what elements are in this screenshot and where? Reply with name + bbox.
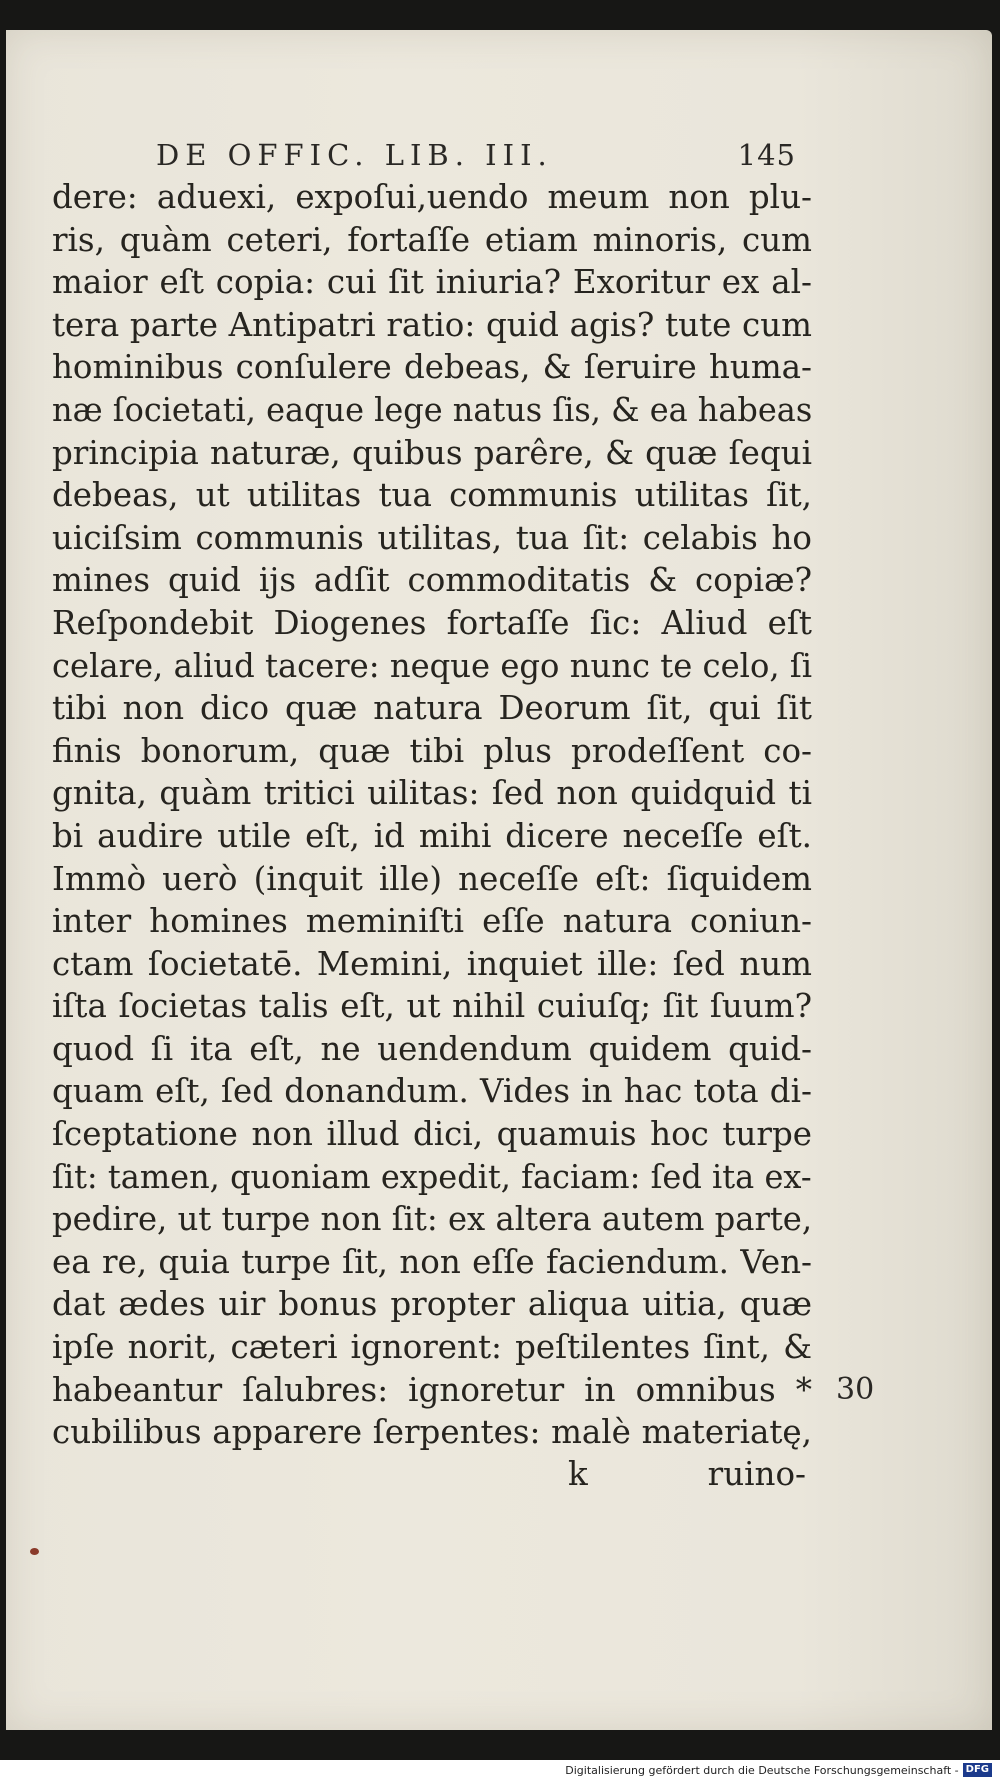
text-line: quam eſt, ſed donandum. Vides in hac tota di- xyxy=(52,1072,812,1111)
text-line: inter homines meminiſti eſſe natura coniun- xyxy=(52,902,812,941)
body-text xyxy=(52,176,812,1454)
text-line: cubilibus apparere ſerpentes: malè materiatę, xyxy=(52,1413,812,1452)
text-line: habeantur ſalubres: ignoretur in omnibus * xyxy=(52,1370,812,1409)
funding-credit: Digitalisierung gefördert durch die Deutsche Forschungsgemeinschaft - xyxy=(565,1763,959,1777)
text-line: gnita, quàm tritici uilitas: ſed non quidquid ti xyxy=(52,774,812,813)
text-line: ſceptatione non illud dici, quamuis hoc turpe xyxy=(52,1115,812,1154)
text-line: ris, quàm ceteri, fortaſſe etiam minoris, cum xyxy=(52,220,812,259)
dfg-logo-icon[interactable]: DFG xyxy=(963,1763,992,1777)
text-line: Immò uerò (inquit ille) neceſſe eſt: ſiquidem xyxy=(52,859,812,898)
text-line: iſta ſocietas talis eſt, ut nihil cuiuſq; ſit ſuum? xyxy=(52,987,812,1026)
page-footer xyxy=(52,1455,812,1497)
text-line: ſit: tamen, quoniam expedit, faciam: ſed ita ex- xyxy=(52,1157,812,1196)
text-line: finis bonorum, quæ tibi plus prodeſſent co- xyxy=(52,731,812,770)
text-line: tibi non dico quæ natura Deorum ſit, qui ſit xyxy=(52,689,812,728)
text-line: uiciſsim communis utilitas, tua ſit: celabis ho xyxy=(52,518,812,557)
text-line: debeas, ut utilitas tua communis utilitas ſit, xyxy=(52,476,812,515)
ink-speck xyxy=(30,1548,39,1555)
text-line: hominibus conſulere debeas, & ſeruire huma- xyxy=(52,348,812,387)
signature-mark: k xyxy=(568,1455,588,1493)
text-line: pedire, ut turpe non ſit: ex altera autem parte, xyxy=(52,1200,813,1239)
text-line: næ ſocietati, eaque lege natus ſis, & ea habeas xyxy=(52,390,813,429)
text-line: ctam ſocietatē. Memini, inquiet ille: ſed num xyxy=(52,944,812,983)
catchword: ruino- xyxy=(707,1455,806,1493)
text-line: quod ſi ita eſt, ne uendendum quidem quid- xyxy=(52,1029,812,1068)
text-line: tera parte Antipatri ratio: quid agis? tute cum xyxy=(52,305,812,344)
running-head-title: DE OFFIC. LIB. III. xyxy=(156,138,553,172)
text-line: celare, aliud tacere: neque ego nunc te celo, ſi xyxy=(52,646,813,685)
text-line: dat ædes uir bonus propter aliqua uitia, quæ xyxy=(52,1285,812,1324)
credit-text-group xyxy=(565,1763,992,1777)
text-line: Reſpondebit Diogenes fortaſſe ſic: Aliud eſt xyxy=(52,603,812,642)
page-number: 145 xyxy=(737,138,796,172)
text-line: bi audire utile eſt, id mihi dicere neceſſe eſt. xyxy=(52,816,812,855)
text-line: principia naturæ, quibus parêre, & quæ ſequi xyxy=(52,433,812,472)
digitization-credit-bar xyxy=(0,1760,1000,1782)
text-line: ipſe norit, cæteri ignorent: peſtilentes ſint, & xyxy=(52,1328,812,1367)
text-line: mines quid ijs adſit commoditatis & copiæ? xyxy=(52,561,812,600)
text-line: ea re, quia turpe ſit, non eſſe faciendum. Ven- xyxy=(52,1242,812,1281)
text-line: maior eſt copia: cui ſit iniuria? Exoritur ex al- xyxy=(52,263,812,302)
marginal-line-number: 30 xyxy=(836,1372,875,1407)
text-line: dere: aduexi, expoſui,uendo meum non plu- xyxy=(52,178,812,216)
